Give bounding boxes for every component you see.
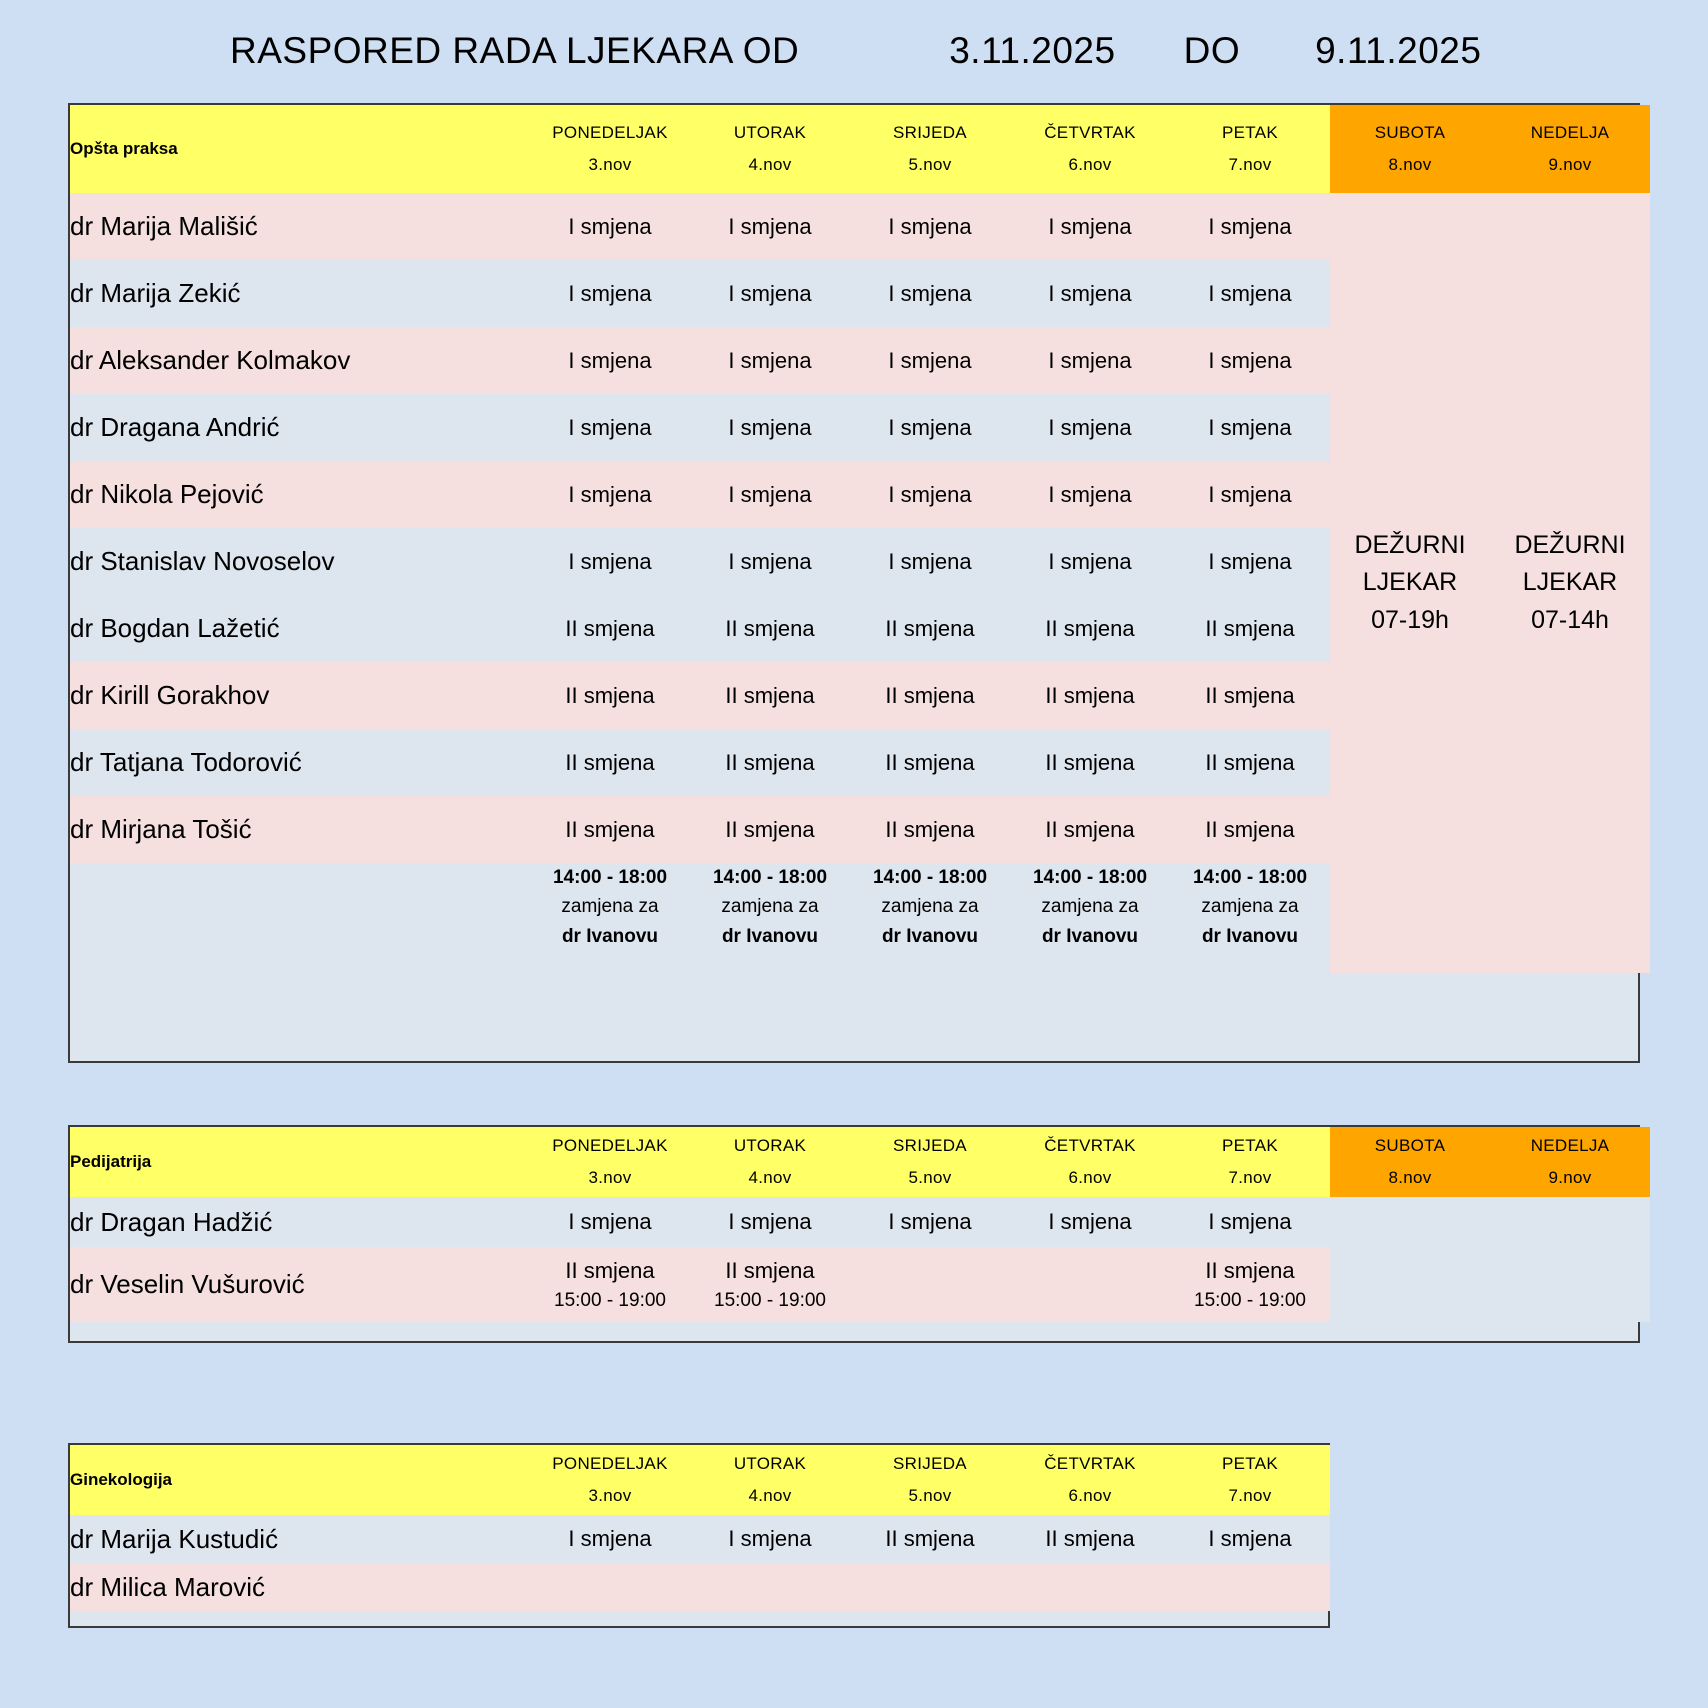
shift-cell: II smjena (850, 662, 1010, 729)
header-day-name: SUBOTA (1374, 1135, 1446, 1155)
shift-cell (850, 1563, 1010, 1611)
shift-cell: I smjena (850, 1197, 1010, 1247)
shift-cell: I smjena (1170, 461, 1330, 528)
duty-line-3: 07-14h (1531, 605, 1609, 634)
header-day-date: 4.nov (748, 1486, 792, 1505)
page-title (230, 30, 1481, 72)
header-day-name: PONEDELJAK (552, 1135, 668, 1155)
header-day-srijeda (850, 1127, 1010, 1197)
shift-cell: I smjena (690, 394, 850, 461)
shift-cell: II smjena (1170, 595, 1330, 662)
note-empty-cell (70, 863, 530, 973)
header-day-ponedeljak (530, 1445, 690, 1515)
shift-time: 15:00 - 19:00 (554, 1289, 666, 1311)
shift-cell: I smjena (690, 1197, 850, 1247)
shift-cell: I smjena (1170, 193, 1330, 260)
header-day-name: UTORAK (733, 122, 807, 142)
note-time: 14:00 - 18:00 (872, 867, 988, 888)
header-day-date: 3.nov (588, 1168, 632, 1187)
shift-cell (690, 1563, 850, 1611)
shift-cell: I smjena (1170, 1515, 1330, 1563)
shift-cell: I smjena (690, 260, 850, 327)
shift-cell-utorak (690, 1247, 850, 1322)
shift-cell: I smjena (530, 394, 690, 461)
header-day-name: PONEDELJAK (552, 1453, 668, 1473)
header-day-name: UTORAK (733, 1453, 807, 1473)
shift-cell: II smjena (530, 595, 690, 662)
shift-cell: I smjena (850, 260, 1010, 327)
duty-line-2: LJEKAR (1522, 568, 1618, 597)
header-day-srijeda (850, 105, 1010, 193)
header-day-date: 4.nov (748, 155, 792, 174)
shift-cell: I smjena (690, 1515, 850, 1563)
shift-cell: II smjena (850, 729, 1010, 796)
shift-cell: I smjena (1010, 461, 1170, 528)
note-time: 14:00 - 18:00 (712, 867, 828, 888)
doctor-name: dr Milica Marović (70, 1563, 530, 1611)
shift-cell: I smjena (1010, 193, 1170, 260)
doctor-name: dr Mirjana Tošić (70, 796, 530, 863)
table-opsta-praksa (70, 105, 1650, 973)
shift-cell: I smjena (690, 193, 850, 260)
shift-cell: II smjena (1170, 662, 1330, 729)
doctor-name: dr Bogdan Lažetić (70, 595, 530, 662)
header-row (70, 1445, 1330, 1515)
shift-cell: I smjena (530, 528, 690, 595)
header-day-utorak (690, 1127, 850, 1197)
shift-cell: I smjena (690, 528, 850, 595)
shift-cell (1170, 1563, 1330, 1611)
header-day-name: PONEDELJAK (552, 122, 668, 142)
shift-cell: I smjena (530, 260, 690, 327)
note-cell-ponedeljak (530, 863, 690, 973)
note-doctor: dr Ivanovu (1041, 925, 1139, 947)
note-doctor: dr Ivanovu (561, 925, 659, 947)
header-day-date: 9.nov (1548, 1168, 1592, 1187)
header-day-nedelja (1490, 105, 1650, 193)
header-day-name: SRIJEDA (893, 1453, 967, 1473)
header-row (70, 1127, 1650, 1197)
shift-cell: II smjena (1010, 662, 1170, 729)
shift-cell-srijeda (850, 1247, 1010, 1322)
table-ginekologija (70, 1445, 1330, 1611)
shift-cell: I smjena (530, 1197, 690, 1247)
shift-cell: II smjena (530, 796, 690, 863)
shift-cell: I smjena (1170, 327, 1330, 394)
header-day-date: 8.nov (1388, 1168, 1432, 1187)
duty-cell-subota (1330, 193, 1490, 973)
note-cell-srijeda (850, 863, 1010, 973)
section-title-pedijatrija: Pedijatrija (70, 1127, 530, 1197)
header-day-date: 3.nov (588, 155, 632, 174)
shift-cell: I smjena (850, 528, 1010, 595)
table-row (70, 1515, 1330, 1563)
header-day-name: SRIJEDA (893, 1135, 967, 1155)
shift-label: II smjena (565, 1257, 655, 1283)
note-text: zamjena za (1041, 896, 1139, 918)
shift-cell: II smjena (530, 729, 690, 796)
shift-cell-ponedeljak (530, 1247, 690, 1322)
shift-cell (1010, 1563, 1170, 1611)
header-day-cetvrtak (1010, 1445, 1170, 1515)
shift-cell: II smjena (1010, 1515, 1170, 1563)
header-day-date: 5.nov (908, 1486, 952, 1505)
note-cell-petak (1170, 863, 1330, 973)
header-day-date: 6.nov (1068, 1486, 1112, 1505)
shift-cell: I smjena (690, 461, 850, 528)
doctor-name: dr Dragan Hadžić (70, 1197, 530, 1247)
header-day-name: ČETVRTAK (1044, 122, 1136, 142)
header-day-name: NEDELJA (1530, 122, 1610, 142)
shift-cell: II smjena (850, 595, 1010, 662)
section-title-ginekologija: Ginekologija (70, 1445, 530, 1515)
header-day-date: 6.nov (1068, 1168, 1112, 1187)
shift-cell: II smjena (1170, 796, 1330, 863)
header-day-utorak (690, 105, 850, 193)
shift-cell-petak (1170, 1247, 1330, 1322)
note-text: zamjena za (721, 896, 819, 918)
shift-cell: I smjena (530, 1515, 690, 1563)
header-day-subota (1330, 105, 1490, 193)
shift-cell-cetvrtak (1010, 1247, 1170, 1322)
note-time: 14:00 - 18:00 (1192, 867, 1308, 888)
shift-cell: I smjena (1170, 1197, 1330, 1247)
shift-cell: II smjena (850, 796, 1010, 863)
section-pedijatrija (68, 1125, 1640, 1343)
header-day-date: 7.nov (1228, 155, 1272, 174)
header-day-utorak (690, 1445, 850, 1515)
shift-cell: I smjena (850, 193, 1010, 260)
doctor-name: dr Veselin Vušurović (70, 1247, 530, 1322)
shift-time: 15:00 - 19:00 (1194, 1289, 1306, 1311)
table-row (70, 1197, 1650, 1247)
table-row (70, 193, 1650, 260)
shift-label: II smjena (1205, 1257, 1295, 1283)
shift-label: II smjena (725, 1257, 815, 1283)
header-day-date: 6.nov (1068, 155, 1112, 174)
shift-cell: II smjena (690, 796, 850, 863)
table-row (70, 1563, 1330, 1611)
duty-line-1: DEŽURNI (1514, 530, 1626, 559)
duty-line-2: LJEKAR (1362, 568, 1458, 597)
shift-cell: I smjena (850, 394, 1010, 461)
doctor-name: dr Dragana Andrić (70, 394, 530, 461)
shift-cell: II smjena (690, 662, 850, 729)
shift-cell: I smjena (850, 461, 1010, 528)
doctor-name: dr Nikola Pejović (70, 461, 530, 528)
note-doctor: dr Ivanovu (721, 925, 819, 947)
note-text: zamjena za (881, 896, 979, 918)
doctor-name: dr Aleksander Kolmakov (70, 327, 530, 394)
note-cell-cetvrtak (1010, 863, 1170, 973)
shift-cell: II smjena (850, 1515, 1010, 1563)
header-day-date: 7.nov (1228, 1168, 1272, 1187)
header-day-date: 4.nov (748, 1168, 792, 1187)
title-date-from: 3.11.2025 (949, 30, 1116, 71)
shift-cell: II smjena (1010, 796, 1170, 863)
weekend-blank-nedelja (1490, 1197, 1650, 1322)
doctor-name: dr Marija Zekić (70, 260, 530, 327)
shift-cell: II smjena (530, 662, 690, 729)
header-day-name: PETAK (1222, 1453, 1278, 1473)
title-text: RASPORED RADA LJEKARA OD (230, 30, 800, 71)
shift-cell: I smjena (850, 327, 1010, 394)
shift-cell: II smjena (690, 729, 850, 796)
doctor-name: dr Stanislav Novoselov (70, 528, 530, 595)
shift-cell: I smjena (1010, 394, 1170, 461)
shift-cell: I smjena (1010, 1197, 1170, 1247)
header-day-date: 7.nov (1228, 1486, 1272, 1505)
header-day-date: 5.nov (908, 155, 952, 174)
header-day-ponedeljak (530, 105, 690, 193)
header-day-name: UTORAK (733, 1135, 807, 1155)
note-time: 14:00 - 18:00 (1032, 867, 1148, 888)
shift-cell (530, 1563, 690, 1611)
header-day-cetvrtak (1010, 1127, 1170, 1197)
note-cell-utorak (690, 863, 850, 973)
doctor-name: dr Marija Mališić (70, 193, 530, 260)
header-day-name: ČETVRTAK (1044, 1135, 1136, 1155)
shift-cell: I smjena (1170, 528, 1330, 595)
section-ginekologija (68, 1443, 1330, 1628)
header-day-petak (1170, 1127, 1330, 1197)
duty-cell-nedelja (1490, 193, 1650, 973)
note-doctor: dr Ivanovu (1201, 925, 1299, 947)
header-day-srijeda (850, 1445, 1010, 1515)
shift-cell: II smjena (1010, 729, 1170, 796)
header-day-name: SRIJEDA (893, 122, 967, 142)
shift-cell: I smjena (690, 327, 850, 394)
shift-cell: I smjena (1010, 260, 1170, 327)
table-pedijatrija (70, 1127, 1650, 1322)
header-day-petak (1170, 1445, 1330, 1515)
title-connector: DO (1183, 30, 1241, 71)
header-day-name: PETAK (1222, 122, 1278, 142)
header-day-petak (1170, 105, 1330, 193)
note-doctor: dr Ivanovu (881, 925, 979, 947)
header-day-name: SUBOTA (1374, 122, 1446, 142)
weekend-blank-subota (1330, 1197, 1490, 1322)
note-time: 14:00 - 18:00 (552, 867, 668, 888)
shift-cell: I smjena (530, 461, 690, 528)
doctor-name: dr Marija Kustudić (70, 1515, 530, 1563)
shift-time: 15:00 - 19:00 (714, 1289, 826, 1311)
header-day-date: 8.nov (1388, 155, 1432, 174)
section-title-opsta-praksa: Opšta praksa (70, 105, 530, 193)
header-day-name: NEDELJA (1530, 1135, 1610, 1155)
shift-cell: II smjena (1010, 595, 1170, 662)
header-day-nedelja (1490, 1127, 1650, 1197)
title-date-to: 9.11.2025 (1315, 30, 1482, 71)
header-day-date: 9.nov (1548, 155, 1592, 174)
doctor-name: dr Tatjana Todorović (70, 729, 530, 796)
doctor-name: dr Kirill Gorakhov (70, 662, 530, 729)
shift-cell: II smjena (690, 595, 850, 662)
duty-line-1: DEŽURNI (1354, 530, 1466, 559)
shift-cell: I smjena (1170, 394, 1330, 461)
shift-cell: I smjena (530, 327, 690, 394)
header-row (70, 105, 1650, 193)
note-text: zamjena za (561, 896, 659, 918)
header-day-date: 5.nov (908, 1168, 952, 1187)
shift-cell: II smjena (1170, 729, 1330, 796)
shift-cell: I smjena (1010, 327, 1170, 394)
duty-line-3: 07-19h (1371, 605, 1449, 634)
shift-cell: I smjena (530, 193, 690, 260)
header-day-ponedeljak (530, 1127, 690, 1197)
header-day-cetvrtak (1010, 105, 1170, 193)
shift-cell: I smjena (1170, 260, 1330, 327)
shift-cell: I smjena (1010, 528, 1170, 595)
header-day-date: 3.nov (588, 1486, 632, 1505)
header-day-subota (1330, 1127, 1490, 1197)
header-day-name: PETAK (1222, 1135, 1278, 1155)
section-opsta-praksa (68, 103, 1640, 1063)
note-text: zamjena za (1201, 896, 1299, 918)
header-day-name: ČETVRTAK (1044, 1453, 1136, 1473)
